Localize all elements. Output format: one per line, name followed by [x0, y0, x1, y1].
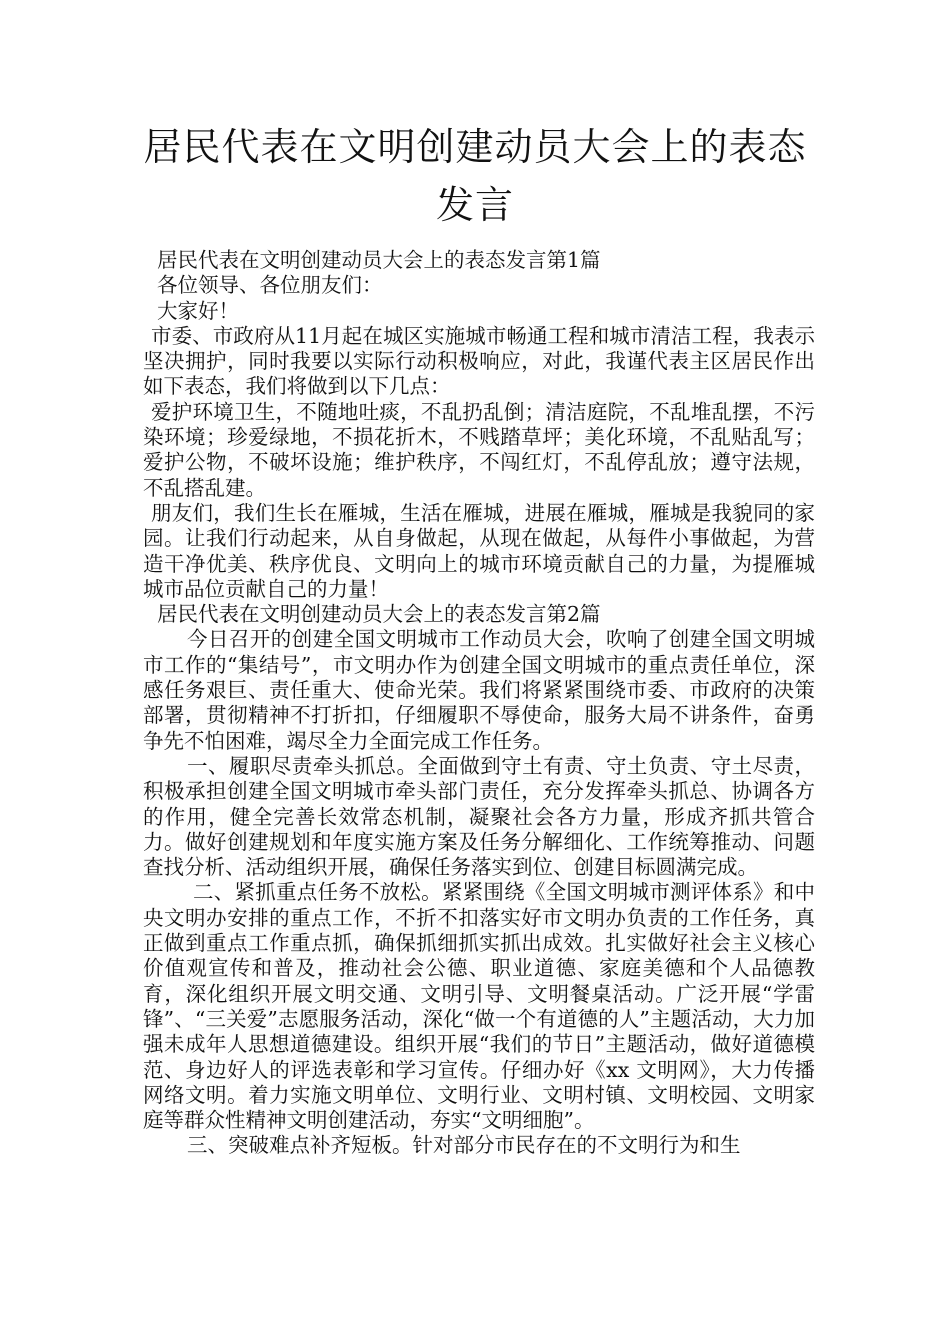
paragraph: 三、突破难点补齐短板。针对部分市民存在的不文明行为和生 [187, 1133, 741, 1158]
paragraph: 市委、市政府从11月起在城区实施城市畅通工程和城市清洁工程，我表示坚决拥护，同时我要以实际行动积极响应，对此，我谨代表主区居民作出如下表态，我们将做到以下几点： [143, 323, 815, 399]
paragraph: 朋友们，我们生长在雁城，生活在雁城，进展在雁城，雁城是我貌同的家园。让我们行动起来，从自身做起，从现在做起，从每件小事做起，为营造干净优美、秩序优良、文明向上的城市环境贡献自己的力量，为提雁城城市品位贡献自己的力量！ [143, 500, 815, 601]
paragraph: 今日召开的创建全国文明城市工作动员大会，吹响了创建全国文明城市工作的“集结号”，市文明办作为创建全国文明城市的重点责任单位，深感任务艰巨、责任重大、使命光荣。我们将紧紧围绕市委、市政府的决策部署，贯彻精神不打折扣，仔细履职不辱使命，服务大局不讲条件，奋勇争先不怕困难，竭尽全力全面完成工作任务。 [143, 627, 815, 753]
document-body [143, 248, 815, 1159]
paragraph: 一、履职尽责牵头抓总。全面做到守土有责、守土负责、守土尽责，积极承担创建全国文明城市牵头部门责任，充分发挥牵头抓总、协调各方的作用，健全完善长效常态机制，凝聚社会各方力量，形成齐抓共管合力。做好创建规划和年度实施方案及任务分解细化、工作统筹推动、问题查找分析、活动组织开展，确保任务落实到位、创建目标圆满完成。 [143, 753, 815, 880]
section-heading-2: 居民代表在文明创建动员大会上的表态发言第2篇 [157, 602, 601, 627]
paragraph: 爱护环境卫生，不随地吐痰，不乱扔乱倒；清洁庭院，不乱堆乱摆，不污染环境；珍爱绿地，不损花折木，不贱踏草坪；美化环境，不乱贴乱写；爱护公物，不破坏设施；维护秩序，不闯红灯，不乱停乱放；遵守法规，不乱搭乱建。 [143, 399, 815, 500]
paragraph: 二、紧抓重点任务不放松。紧紧围绕《全国文明城市测评体系》和中央文明办安排的重点工作，不折不扣落实好市文明办负责的工作任务，真正做到重点工作重点抓，确保抓细抓实抓出成效。扎实做好社会主义核心价值观宣传和普及，推动社会公德、职业道德、家庭美德和个人品德教育，深化组织开展文明交通、文明引导、文明餐桌活动。广泛开展“学雷锋”、“三关爱”志愿服务活动，深化“做一个有道德的人”主题活动，大力加强未成年人思想道德建设。组织开展“我们的节日”主题活动，做好道德模范、身边好人的评选表彰和学习宣传。仔细办好《xx 文明网》，大力传播网络文明。着力实施文明单位、文明行业、文明村镇、文明校园、文明家庭等群众性精神文明创建活动，夯实“文明细胞”。 [143, 880, 815, 1133]
section-heading-1: 居民代表在文明创建动员大会上的表态发言第1篇 [157, 248, 601, 272]
salutation: 各位领导、各位朋友们： [157, 273, 383, 298]
document-title: 居民代表在文明创建动员大会上的表态发言 [143, 125, 807, 227]
greeting: 大家好！ [157, 298, 239, 323]
